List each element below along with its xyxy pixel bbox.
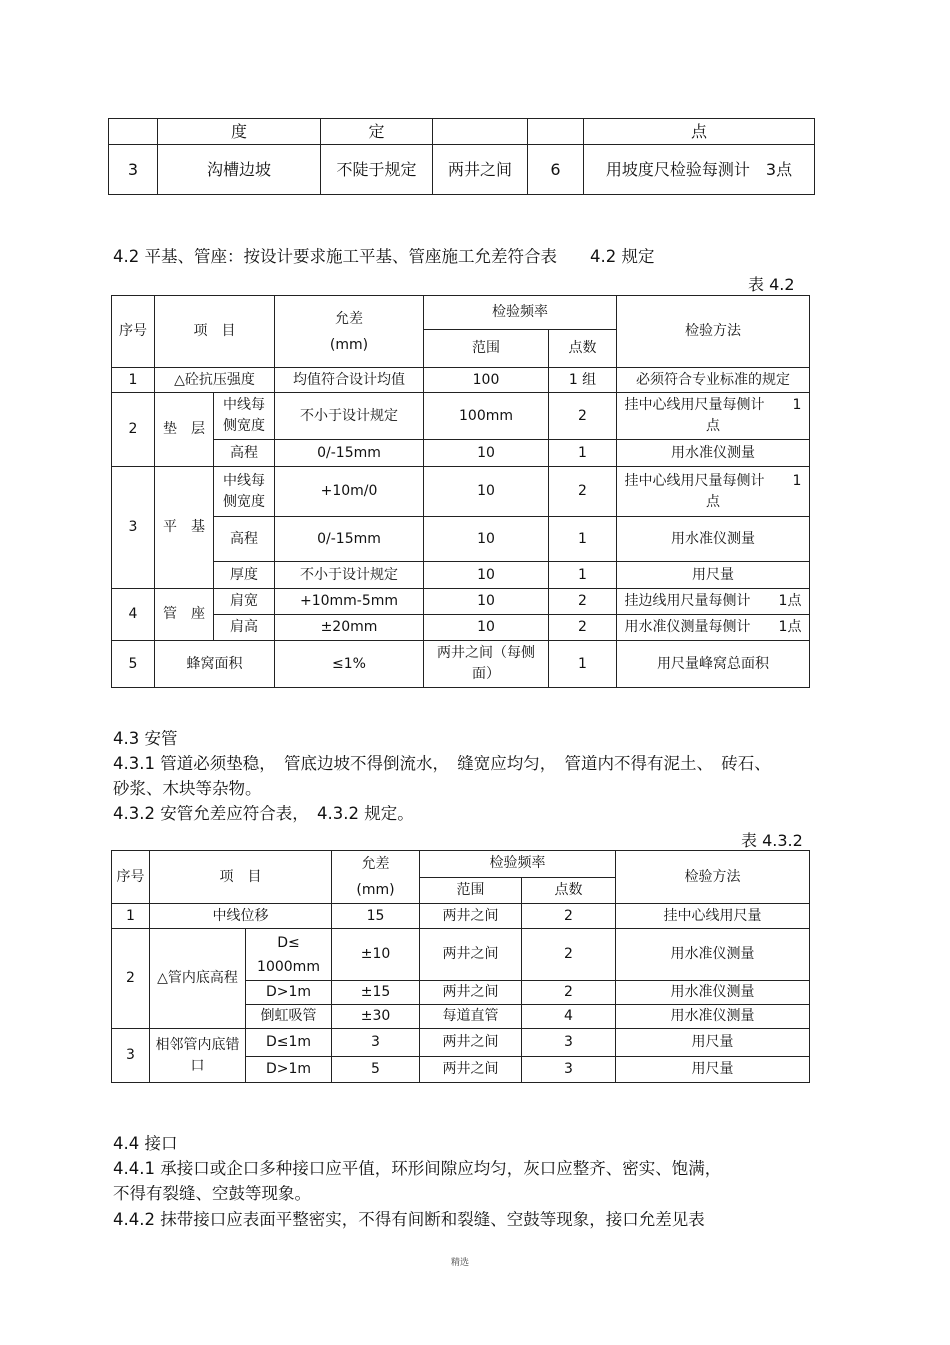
cell-no: 3 xyxy=(109,145,158,195)
cell: 100 xyxy=(424,368,549,393)
cell: 1 xyxy=(549,440,617,467)
cell-range: 两井之间 xyxy=(433,145,528,195)
cell: 均值符合设计均值 xyxy=(275,368,424,393)
cell: 两井之间 xyxy=(420,1057,522,1083)
table-row xyxy=(112,467,810,517)
table-row xyxy=(112,615,810,641)
cell: D>1m xyxy=(246,1057,332,1083)
header-no: 序号 xyxy=(112,851,150,904)
cell: 10 xyxy=(424,589,549,615)
cell: 100mm xyxy=(424,393,549,440)
cell: D≤ 1000mm xyxy=(246,929,332,981)
cell: 2 xyxy=(549,393,617,440)
cell: 用水准仪测量 xyxy=(617,440,810,467)
cell: 用水准仪测量每侧计 1点 xyxy=(617,615,810,641)
cell: 用尺量 xyxy=(616,1057,810,1083)
cell xyxy=(109,119,158,145)
table-row xyxy=(112,929,810,981)
cell: 用水准仪测量 xyxy=(616,981,810,1005)
cell: 2 xyxy=(549,467,617,517)
table-row xyxy=(112,641,810,688)
cell-method: 用坡度尺检验每测计 3点 xyxy=(584,145,815,195)
cell: 1 xyxy=(549,641,617,688)
header-item: 项 目 xyxy=(150,851,332,904)
section-4-2-text: 4.2 平基、管座：按设计要求施工平基、管座施工允差符合表 4.2 规定 xyxy=(113,247,655,266)
cell: 肩宽 xyxy=(214,589,275,615)
cell: 1 xyxy=(112,368,155,393)
cell xyxy=(528,119,584,145)
cell: 高程 xyxy=(214,440,275,467)
cell: 0/-15mm xyxy=(275,517,424,562)
header-count: 点数 xyxy=(522,877,616,904)
header-tol: 允差 (mm) xyxy=(275,296,424,368)
table-row xyxy=(112,904,810,929)
header-no: 序号 xyxy=(112,296,155,368)
header-freq: 检验频率 xyxy=(424,296,617,330)
cell xyxy=(433,119,528,145)
cell: 两井之间 xyxy=(420,929,522,981)
cell: 平 基 xyxy=(155,467,214,589)
cell: ±15 xyxy=(332,981,420,1005)
table-caption-4-2: 表 4.2 xyxy=(748,275,795,294)
cell-item: 沟槽边坡 xyxy=(158,145,321,195)
header-range: 范围 xyxy=(424,330,549,368)
cell: 5 xyxy=(332,1057,420,1083)
cell: 点 xyxy=(584,119,815,145)
cell: D≤1m xyxy=(246,1029,332,1057)
table-row xyxy=(112,562,810,589)
paragraph-4-4-2: 4.4.2 抹带接口应表面平整密实，不得有间断和裂缝、空鼓等现象，接口允差见表 xyxy=(113,1210,705,1229)
paragraph-4-4-1-line1: 4.4.1 承接口或企口多种接口应平值，环形间隙应均匀，灰口应整齐、密实、饱满， xyxy=(113,1159,722,1178)
cell: 2 xyxy=(112,929,150,1029)
cell: +10m/0 xyxy=(275,467,424,517)
cell: 10 xyxy=(424,440,549,467)
header-method: 检验方法 xyxy=(616,851,810,904)
header-range: 范围 xyxy=(420,877,522,904)
cell: ≤1% xyxy=(275,641,424,688)
header-count: 点数 xyxy=(549,330,617,368)
cell: 3 xyxy=(112,1029,150,1083)
cell: 2 xyxy=(522,904,616,929)
cell: D>1m xyxy=(246,981,332,1005)
cell: 10 xyxy=(424,562,549,589)
cell: 用尺量峰窝总面积 xyxy=(617,641,810,688)
cell: 不小于设计规定 xyxy=(275,562,424,589)
cell: 高程 xyxy=(214,517,275,562)
cell: 中线位移 xyxy=(150,904,332,929)
cell: 必须符合专业标准的规定 xyxy=(617,368,810,393)
cell: 用水准仪测量 xyxy=(616,1005,810,1029)
cell: 10 xyxy=(424,467,549,517)
cell: 5 xyxy=(112,641,155,688)
cell: ±30 xyxy=(332,1005,420,1029)
cell-tol: 不陡于规定 xyxy=(321,145,433,195)
cell: 挂中心线用尺量每侧计 1点 xyxy=(617,393,810,440)
cell: 度 xyxy=(158,119,321,145)
cell: ±20mm xyxy=(275,615,424,641)
paragraph-4-3-2: 4.3.2 安管允差应符合表， 4.3.2 规定。 xyxy=(113,804,414,823)
table-row xyxy=(109,145,815,195)
table-row xyxy=(112,589,810,615)
paragraph-4-4-1-line2: 不得有裂缝、空鼓等现象。 xyxy=(113,1184,311,1203)
cell: 挂边线用尺量每侧计 1点 xyxy=(617,589,810,615)
paragraph-4-3-1-line1: 4.3.1 管道必须垫稳， 管底边坡不得倒流水， 缝宽应均匀， 管道内不得有泥土、 砖石、 xyxy=(113,754,771,773)
table-row xyxy=(112,368,810,393)
table-row xyxy=(112,517,810,562)
cell: 中线每侧宽度 xyxy=(214,393,275,440)
cell: 倒虹吸管 xyxy=(246,1005,332,1029)
cell: 0/-15mm xyxy=(275,440,424,467)
cell: 10 xyxy=(424,615,549,641)
cell: 2 xyxy=(522,981,616,1005)
cell: 厚度 xyxy=(214,562,275,589)
cell: +10mm-5mm xyxy=(275,589,424,615)
cell: 1 xyxy=(112,904,150,929)
table-4-3-2 xyxy=(111,850,810,1083)
cell: 两井之间 xyxy=(420,1029,522,1057)
header-freq: 检验频率 xyxy=(420,851,616,878)
cell: 用水准仪测量 xyxy=(616,929,810,981)
paragraph-4-3-1-line2: 砂浆、木块等杂物。 xyxy=(113,779,262,798)
cell: 1 组 xyxy=(549,368,617,393)
table-row xyxy=(112,1029,810,1057)
table-header-row xyxy=(112,296,810,330)
cell: 不小于设计规定 xyxy=(275,393,424,440)
cell: 中线每侧宽度 xyxy=(214,467,275,517)
cell: 3 xyxy=(332,1029,420,1057)
cell: 每道直管 xyxy=(420,1005,522,1029)
cell: 3 xyxy=(522,1057,616,1083)
table-continued xyxy=(108,118,815,195)
cell: 挂中心线用尺量 xyxy=(616,904,810,929)
cell: 2 xyxy=(549,615,617,641)
cell: 10 xyxy=(424,517,549,562)
cell: 4 xyxy=(522,1005,616,1029)
cell: 2 xyxy=(522,929,616,981)
cell: 1 xyxy=(549,562,617,589)
cell: 蜂窝面积 xyxy=(155,641,275,688)
cell: 1 xyxy=(549,517,617,562)
header-item: 项 目 xyxy=(155,296,275,368)
section-4-4-title: 4.4 接口 xyxy=(113,1134,178,1153)
cell: 15 xyxy=(332,904,420,929)
table-4-2 xyxy=(111,295,810,688)
cell-count: 6 xyxy=(528,145,584,195)
cell: 两井之间（每侧面） xyxy=(424,641,549,688)
table-header-row xyxy=(112,851,810,878)
cell: 用尺量 xyxy=(616,1029,810,1057)
cell: 定 xyxy=(321,119,433,145)
table-row xyxy=(112,393,810,440)
header-tol: 允差 (mm) xyxy=(332,851,420,904)
cell: 3 xyxy=(522,1029,616,1057)
cell: 管 座 xyxy=(155,589,214,641)
page-footer: 精选 xyxy=(451,1258,470,1268)
cell: 2 xyxy=(112,393,155,467)
table-caption-4-3-2: 表 4.3.2 xyxy=(741,831,803,850)
cell: 两井之间 xyxy=(420,981,522,1005)
cell: 用水准仪测量 xyxy=(617,517,810,562)
table-row xyxy=(112,440,810,467)
section-4-3-title: 4.3 安管 xyxy=(113,729,178,748)
cell: △管内底高程 xyxy=(150,929,246,1029)
cell: 相邻管内底错口 xyxy=(150,1029,246,1083)
header-method: 检验方法 xyxy=(617,296,810,368)
cell: 2 xyxy=(549,589,617,615)
cell: 用尺量 xyxy=(617,562,810,589)
table-row xyxy=(109,119,815,145)
cell: ±10 xyxy=(332,929,420,981)
cell: 垫 层 xyxy=(155,393,214,467)
cell: 两井之间 xyxy=(420,904,522,929)
cell: 挂中心线用尺量每侧计 1点 xyxy=(617,467,810,517)
cell: △砼抗压强度 xyxy=(155,368,275,393)
cell: 肩高 xyxy=(214,615,275,641)
cell: 4 xyxy=(112,589,155,641)
cell: 3 xyxy=(112,467,155,589)
